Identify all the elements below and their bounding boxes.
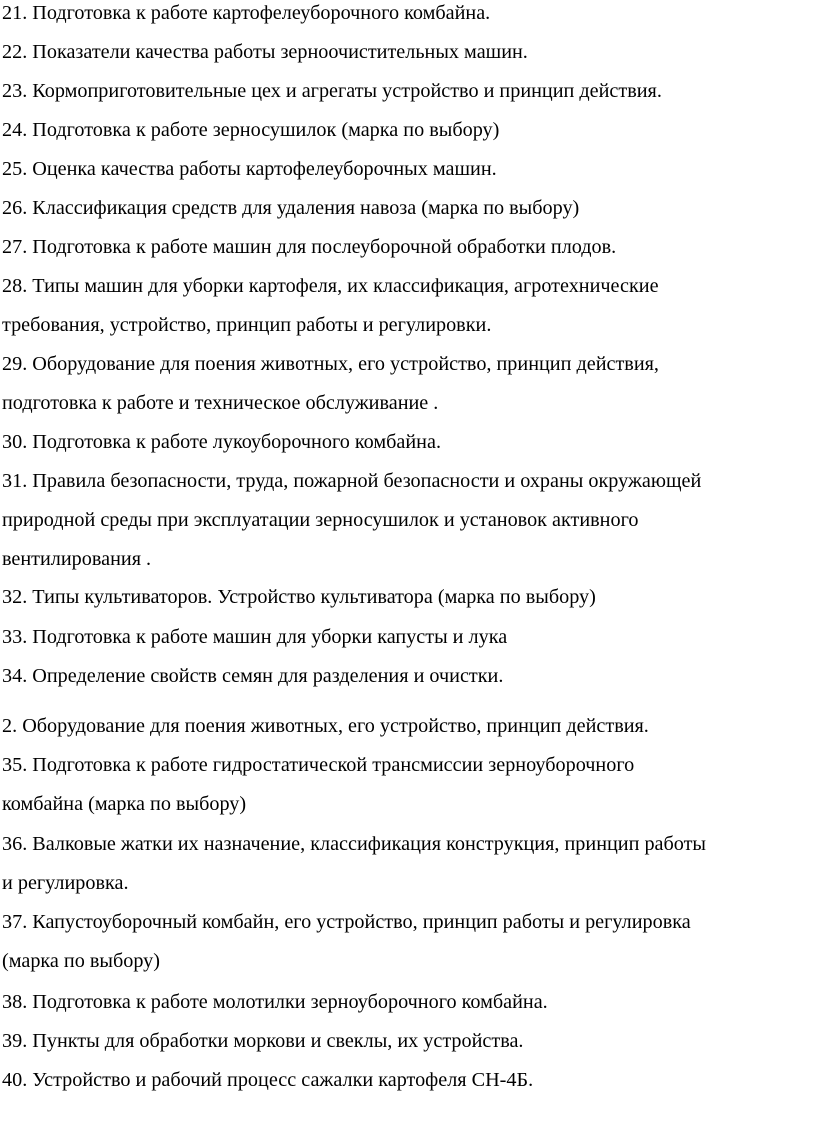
list-item — [2, 746, 814, 824]
list-item-text-line: 39. Пункты для обработки моркови и свеклы, их устройства. — [2, 1030, 524, 1052]
list-item — [2, 228, 814, 267]
list-item-text-line: 35. Подготовка к работе гидростатической трансмиссии зерноуборочного — [2, 754, 635, 776]
list-item-text-line: (марка по выбору) — [2, 950, 160, 972]
list-item — [2, 150, 814, 189]
list-item — [2, 33, 814, 72]
list-item — [2, 1061, 814, 1100]
list-item-text-line: 27. Подготовка к работе машин для послеуборочной обработки плодов. — [2, 236, 617, 258]
list-item — [2, 189, 814, 228]
list-item-text-line: 2. Оборудование для поения животных, его устройство, принцип действия. — [2, 715, 649, 737]
list-item-text-line: 25. Оценка качества работы картофелеуборочных машин. — [2, 158, 497, 180]
list-item — [2, 0, 814, 33]
list-item — [2, 707, 814, 746]
list-item-text-line: и регулировка. — [2, 872, 129, 894]
list-item-text-line: 31. Правила безопасности, труда, пожарной безопасности и охраны окружающей — [2, 470, 702, 492]
list-item-text-line: 36. Валковые жатки их назначение, классификация конструкция, принцип работы — [2, 833, 706, 855]
list-item — [2, 462, 814, 579]
list-item — [2, 618, 814, 657]
list-item — [2, 657, 814, 696]
list-item-text-line: 23. Кормоприготовительные цех и агрегаты устройство и принцип действия. — [2, 80, 662, 102]
list-item-text-line: 22. Показатели качества работы зерноочистительных машин. — [2, 41, 528, 63]
list-item-text-line: 34. Определение свойств семян для разделения и очистки. — [2, 665, 504, 687]
list-item — [2, 578, 814, 617]
list-item-text-line: 32. Типы культиваторов. Устройство культиватора (марка по выбору) — [2, 586, 596, 608]
list-item — [2, 72, 814, 111]
list-item-text-line: 30. Подготовка к работе лукоуборочного комбайна. — [2, 431, 441, 453]
list-item-text-line: вентилирования . — [2, 548, 152, 570]
list-item-text-line: 37. Капустоуборочный комбайн, его устройство, принцип работы и регулировка — [2, 911, 691, 933]
list-item — [2, 903, 814, 981]
list-item-text-line: 29. Оборудование для поения животных, его устройство, принцип действия, — [2, 353, 659, 375]
list-item-text-line: природной среды при эксплуатации зерносушилок и установок активного — [2, 509, 639, 531]
list-item-text-line: 33. Подготовка к работе машин для уборки капусты и лука — [2, 626, 508, 648]
list-item-text-line: 24. Подготовка к работе зерносушилок (марка по выбору) — [2, 119, 500, 141]
list-item — [2, 423, 814, 462]
list-item — [2, 983, 814, 1022]
list-item — [2, 267, 814, 345]
list-item — [2, 345, 814, 423]
list-item-text-line: 26. Классификация средств для удаления навоза (марка по выбору) — [2, 197, 580, 219]
list-item-text-line: 38. Подготовка к работе молотилки зерноуборочного комбайна. — [2, 991, 548, 1013]
list-item-text-line: подготовка к работе и техническое обслуживание . — [2, 392, 439, 414]
list-item-text-line: комбайна (марка по выбору) — [2, 793, 247, 815]
list-item — [2, 111, 814, 150]
list-item-text-line: 40. Устройство и рабочий процесс сажалки картофеля СН-4Б. — [2, 1069, 534, 1091]
list-item — [2, 825, 814, 903]
list-item-text-line: требования, устройство, принцип работы и регулировки. — [2, 314, 492, 336]
list-item-text-line: 28. Типы машин для уборки картофеля, их классификация, агротехнические — [2, 275, 659, 297]
list-item-text-line: 21. Подготовка к работе картофелеуборочного комбайна. — [2, 2, 491, 24]
list-item — [2, 1022, 814, 1061]
